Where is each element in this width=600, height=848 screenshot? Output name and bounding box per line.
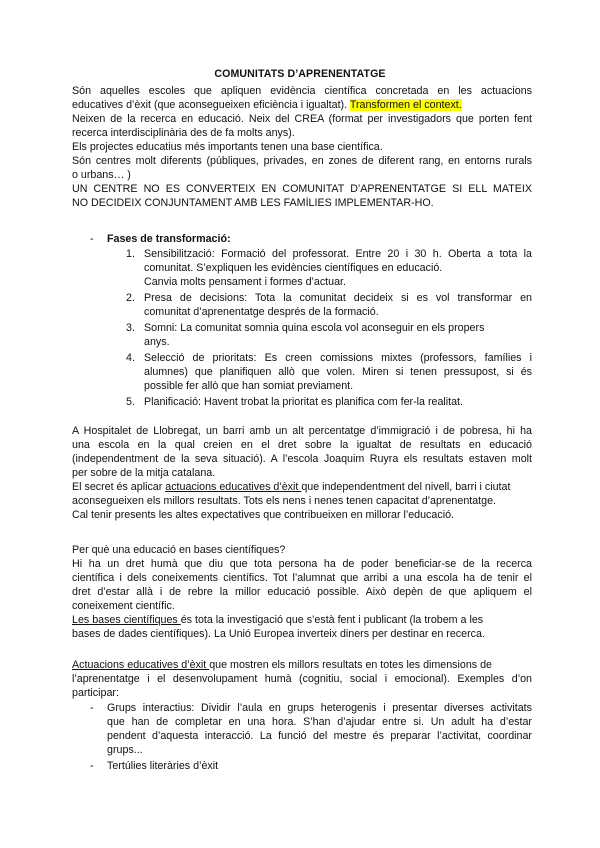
phase-3-line-1: Somni: La comunitat somnia quina escola vol aconseguir en els propers xyxy=(144,322,485,334)
science-question: Per què una educació en bases científiques? xyxy=(72,544,286,556)
intro-line-6: Són centres molt diferents (públiques, privades, en zones de diferent rang, en entorns rurals xyxy=(72,155,532,167)
actions-line-3: participar: xyxy=(72,687,119,699)
intro-line-9: NO DECIDEIX CONJUNTAMENT AMB LES FAMÍLIES IMPLEMENTAR-HO. xyxy=(72,197,434,209)
intro-line-7: o urbans… ) xyxy=(72,169,131,181)
bullet-dash: - xyxy=(90,760,94,772)
groups-line-3: pendent d’aquesta interacció. La funció del mestre és preparar l’activitat, coordinar xyxy=(107,730,532,742)
phase-2-line-2: comunitat d’aprenentatge després de la formació. xyxy=(144,306,379,318)
hospitalet-line-7: Cal tenir presents les altes expectatives que contribueixen en millorar l’educació. xyxy=(72,509,454,521)
science-line-2: Hi ha un dret humà que diu que tota persona ha de poder beneficiar-se de la recerca xyxy=(72,558,532,570)
hospitalet-line-5: El secret és aplicar actuacions educatives d’èxit que independentment del nivell, barri i ciutat xyxy=(72,481,511,493)
science-line-5: coneixement científic. xyxy=(72,600,175,612)
hospitalet-line-4: per sobre de la mitja catalana. xyxy=(72,467,216,479)
science-line-7: bases de dades científiques). La Unió Europea inverteix diners per destinar en recerca. xyxy=(72,628,485,640)
highlighted-text: Transformen el context. xyxy=(349,99,462,111)
science-line-4: dret d’estar allà i de rebre la millor educació possible. Això depèn de que apliquem el xyxy=(72,586,532,598)
intro-line-1: Són aquelles escoles que apliquen evidència científica concretada en les actuacions xyxy=(72,85,532,97)
phase-4-line-2: alumnes) que planifiquen allò que volen. Miren si tenen pressupost, si és xyxy=(144,366,532,378)
underlined-term: Actuacions educatives d’èxit xyxy=(72,659,210,671)
intro-line-8: UN CENTRE NO ES CONVERTEIX EN COMUNITAT D’APRENENTATGE SI ELL MATEIX xyxy=(72,183,532,195)
phases-heading: Fases de transformació: xyxy=(107,233,231,245)
hospitalet-line-3: (independentment de la seva situació). A l’escola Joaquim Ruyra els resultats estaven molt xyxy=(72,453,532,465)
bullet-dash: - xyxy=(90,702,94,714)
intro-line-5: Els projectes educatius més importants tenen una base científica. xyxy=(72,141,383,153)
phase-number: 5. xyxy=(126,396,135,408)
actions-line-1: Actuacions educatives d’èxit que mostren els millors resultats en totes les dimensions de xyxy=(72,659,492,671)
phase-number: 4. xyxy=(126,352,135,364)
groups-line-4: grups... xyxy=(107,744,143,756)
phase-number: 3. xyxy=(126,322,135,334)
phase-1-line-2: comunitat. S’expliquen les evidències científiques en educació. xyxy=(144,262,443,274)
underlined-term: Les bases científiques xyxy=(72,614,181,626)
tertulies-line: Tertúlies literàries d’èxit xyxy=(107,760,219,772)
phase-4-line-1: Selecció de prioritats: Es creen comissions mixtes (professors, famílies i xyxy=(144,352,532,364)
phase-2-line-1: Presa de decisions: Tota la comunitat decideix si es vol transformar en xyxy=(144,292,532,304)
intro-line-3: Neixen de la recerca en educació. Neix del CREA (format per investigadors que porten fent xyxy=(72,113,532,125)
phase-4-line-3: possible fer allò que han somiat previament. xyxy=(144,380,354,392)
phase-1-line-3: Canvia molts pensament i formes d’actuar. xyxy=(144,276,346,288)
intro-line-4: recerca interdisciplinària des de fa molts anys). xyxy=(72,127,295,139)
document-title: COMUNITATS D’APRENENTATGE xyxy=(214,68,386,80)
intro-line-2 xyxy=(72,99,532,112)
hospitalet-line-6: aconsegueixen els millors resultats. Tots els nens i nenes tenen capacitat d’aprenentatge. xyxy=(72,495,496,507)
phase-number: 2. xyxy=(126,292,135,304)
bullet-dash: - xyxy=(90,233,94,245)
science-line-6: Les bases científiques és tota la investigació que s’està fent i publicant (la trobem a les xyxy=(72,614,484,626)
hospitalet-line-2: una escola en la qual creien en el dret sobre la igualtat de resultats en educació xyxy=(72,439,532,451)
phase-number: 1. xyxy=(126,248,135,260)
underlined-term: actuacions educatives d’èxit xyxy=(165,481,302,493)
actions-line-2: l’aprenentatge i el desenvolupament humà (cognitiu, social i emocional). Exemples d’on xyxy=(72,673,532,685)
science-line-3: científica i dels coneixements científics. Tot l’alumnat que arribi a una escola ha de tenir el xyxy=(72,572,532,584)
groups-line-1: Grups interactius: Dividir l’aula en grups heterogenis i presentar diverses activitats xyxy=(107,702,532,714)
phase-1-line-1: Sensibilització: Formació del professorat. Entre 20 i 30 h. Oberta a tota la xyxy=(144,248,532,260)
groups-line-2: que han de completar en una hora. S’han d’ajudar entre si. Un adult ha d’estar xyxy=(107,716,532,728)
intro-text: educatives d’èxit (que aconsegueixen eficiència i igualtat). xyxy=(72,99,350,111)
hospitalet-line-1: A Hospitalet de Llobregat, un barri amb un alt percentatge d’immigració i de pobresa, hi ha xyxy=(72,425,532,437)
phase-5-line-1: Planificació: Havent trobat la prioritat es planifica com fer-la realitat. xyxy=(144,396,463,408)
phase-3-line-2: anys. xyxy=(144,336,170,348)
